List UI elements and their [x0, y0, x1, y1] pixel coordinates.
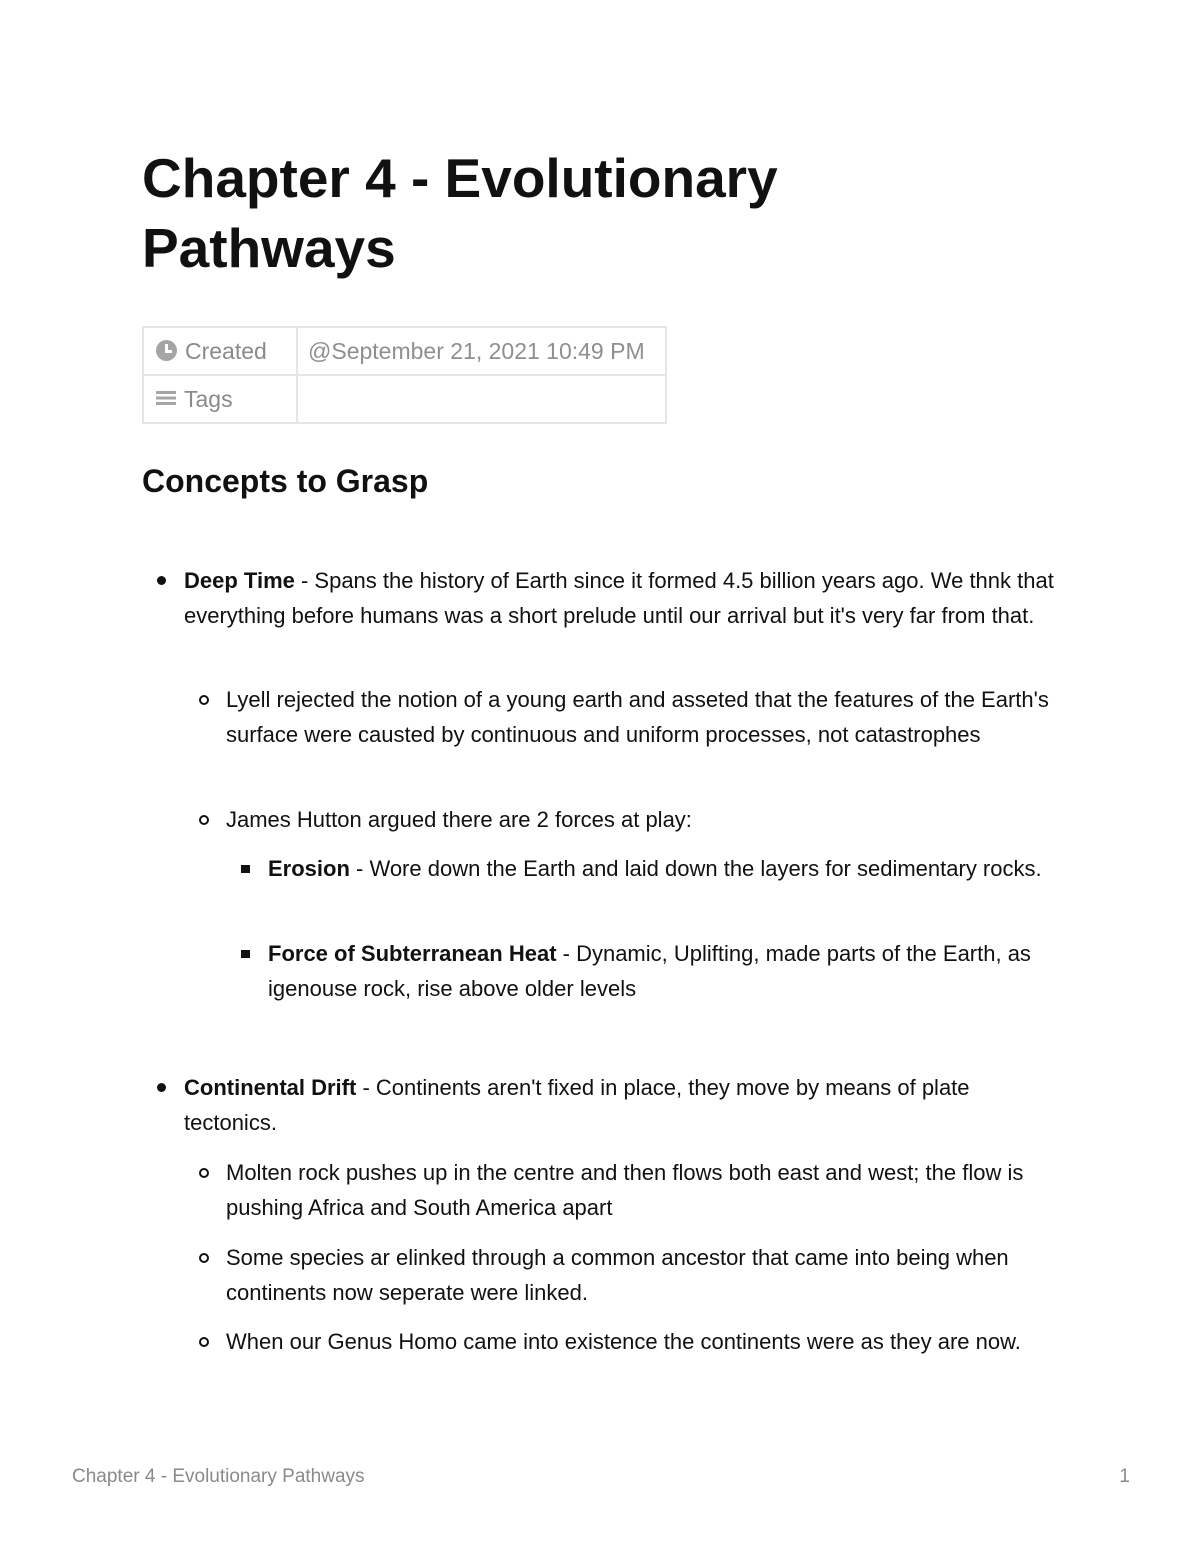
item-text: - Dynamic, Uplifting, made parts of the Earth, as igenouse rock, rise above older levels — [268, 941, 1031, 1001]
term: Deep Time — [184, 568, 295, 593]
bullet-square-icon — [241, 865, 250, 873]
bullet-circle-icon — [199, 695, 209, 705]
list-item-continental-drift — [184, 1070, 1064, 1140]
list-item-deep-time — [184, 563, 1064, 633]
item-text: Some species ar elinked through a common ancestor that came into being when continents now seperate were linked. — [226, 1245, 1009, 1305]
list-icon — [156, 391, 176, 405]
property-label: Tags — [184, 385, 233, 412]
property-row-created — [143, 327, 666, 375]
list-item-hutton — [226, 802, 1064, 837]
bullet-circle-icon — [199, 1337, 209, 1347]
section-heading: Concepts to Grasp — [142, 463, 429, 499]
page-number: 1 — [1119, 1466, 1130, 1487]
list-item-common-ancestor — [226, 1240, 1064, 1310]
clock-icon — [156, 340, 177, 361]
property-row-tags — [143, 375, 666, 423]
item-text: - Continents aren't fixed in place, they move by means of plate tectonics. — [184, 1075, 970, 1135]
item-text: When our Genus Homo came into existence the continents were as they are now. — [226, 1329, 1021, 1354]
list-item-erosion — [268, 851, 1064, 886]
bullet-disc-icon — [157, 1083, 166, 1092]
property-value-tags[interactable] — [297, 375, 666, 423]
term: Erosion — [268, 856, 350, 881]
property-key-tags — [143, 375, 297, 423]
property-key-created — [143, 327, 297, 375]
page-title: Chapter 4 - Evolutionary Pathways — [142, 147, 778, 279]
list-item-molten-rock — [226, 1155, 1064, 1225]
bullet-circle-icon — [199, 1253, 209, 1263]
item-text: Lyell rejected the notion of a young earth and asseted that the features of the Earth's surface were causted by continuous and uniform processes, not catastrophes — [226, 687, 1049, 747]
list-item-lyell — [226, 682, 1064, 752]
footer-title: Chapter 4 - Evolutionary Pathways — [72, 1466, 365, 1487]
list-item-genus-homo — [226, 1324, 1064, 1359]
item-text: James Hutton argued there are 2 forces at play: — [226, 807, 692, 832]
property-value-created[interactable]: @September 21, 2021 10:49 PM — [297, 327, 666, 375]
item-text: Molten rock pushes up in the centre and then flows both east and west; the flow is pushing Africa and South America apart — [226, 1160, 1024, 1220]
property-label: Created — [185, 337, 267, 364]
bullet-square-icon — [241, 950, 250, 958]
term: Continental Drift — [184, 1075, 357, 1100]
bullet-disc-icon — [157, 576, 166, 585]
term: Force of Subterranean Heat — [268, 941, 557, 966]
list-item-subterranean-heat — [268, 936, 1064, 1006]
properties-table — [142, 326, 667, 424]
bullet-circle-icon — [199, 815, 209, 825]
bullet-circle-icon — [199, 1168, 209, 1178]
item-text: - Spans the history of Earth since it formed 4.5 billion years ago. We thnk that everything before humans was a short prelude until our arrival but it's very far from that. — [184, 568, 1054, 628]
item-text: - Wore down the Earth and laid down the layers for sedimentary rocks. — [349, 856, 1042, 881]
